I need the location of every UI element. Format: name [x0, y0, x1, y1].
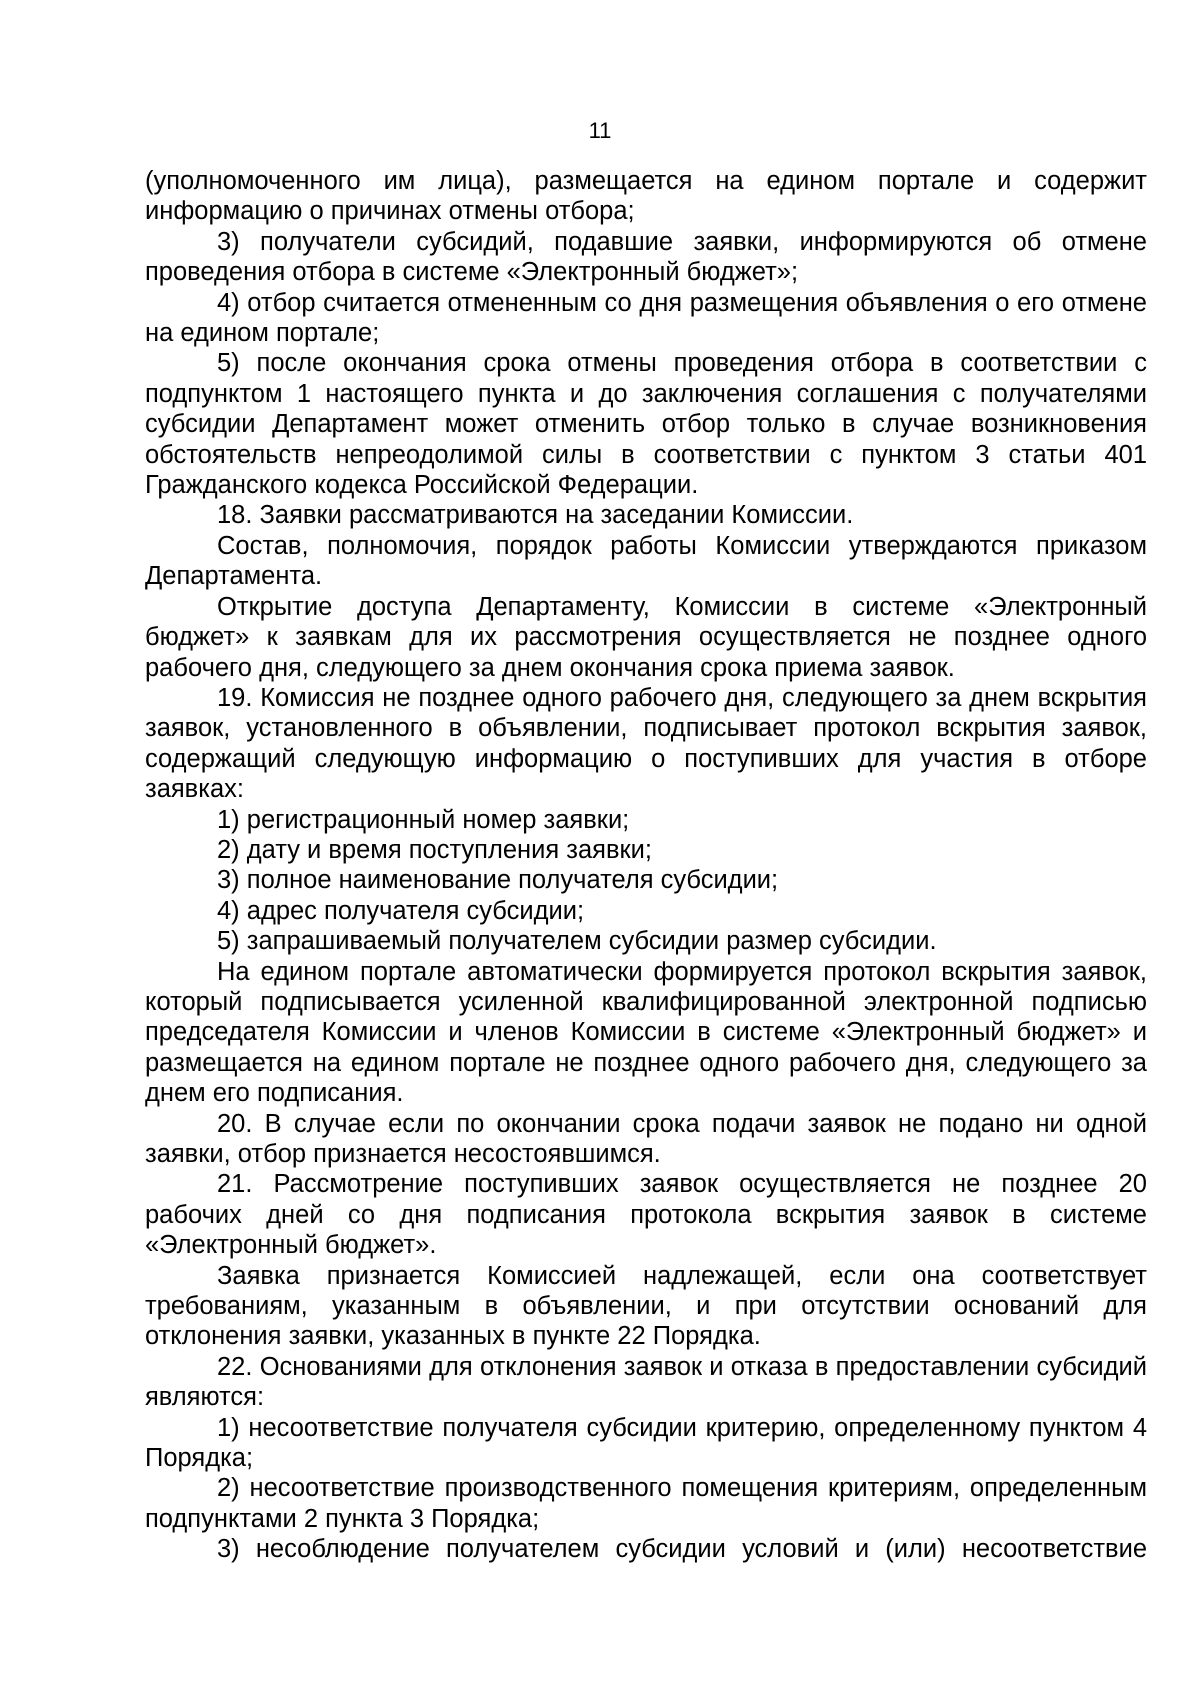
document-body — [145, 166, 1147, 1565]
list-item-date-time: 2) дату и время поступления заявки; — [217, 835, 652, 864]
paragraph-item-5-force-majeure: 5) после окончания срока отмены проведения отбора в соответствии с подпунктом 1 настоящего пункта и до заключения соглашения с получателями субсидии Департамент может отменить отбор только в случае возникновения обстоятельств непреодолимой силы в соответствии с пунктом 3 статьи 401 Гражданского кодекса Российской Федерации. — [145, 349, 1147, 500]
paragraph-18: 18. Заявки рассматриваются на заседании Комиссии. — [217, 501, 854, 530]
list-item-criterion-mismatch: 1) несоответствие получателя субсидии критерию, определенному пунктом 4 Порядка; — [145, 1413, 1147, 1473]
paragraph-protocol-signing: На едином портале автоматически формируется протокол вскрытия заявок, который подписывается усиленной квалифицированной электронной подписью председателя Комиссии и членов Комиссии в системе «Электронный бюджет» и размещается на едином портале не позднее одного рабочего дня, следующего за днем его подписания. — [145, 957, 1147, 1108]
paragraph-21: 21. Рассмотрение поступивших заявок осуществляется не позднее 20 рабочих дней со дня подписания протокола вскрытия заявок в системе «Электронный бюджет». — [145, 1170, 1147, 1260]
paragraph-22: 22. Основаниями для отклонения заявок и отказа в предоставлении субсидий являются: — [145, 1352, 1147, 1412]
paragraph-item-3-notify: 3) получатели субсидий, подавшие заявки, информируются об отмене проведения отбора в системе «Электронный бюджет»; — [145, 227, 1147, 287]
paragraph-item-4-cancelled: 4) отбор считается отмененным со дня размещения объявления о его отмене на едином портале; — [145, 288, 1147, 348]
paragraph-commission-composition: Состав, полномочия, порядок работы Комиссии утверждаются приказом Департамента. — [145, 531, 1147, 591]
list-item-full-name: 3) полное наименование получателя субсидии; — [217, 866, 779, 895]
paragraph-continuation: (уполномоченного им лица), размещается на едином портале и содержит информацию о причинах отмены отбора; — [145, 167, 1147, 226]
paragraph-20: 20. В случае если по окончании срока подачи заявок не подано ни одной заявки, отбор признается несостоявшимся. — [145, 1109, 1147, 1168]
paragraph-application-adequate: Заявка признается Комиссией надлежащей, если она соответствует требованиям, указанным в объявлении, и при отсутствии оснований для отклонения заявки, указанных в пункте 22 Порядка. — [145, 1261, 1147, 1351]
list-item-address: 4) адрес получателя субсидии; — [217, 896, 585, 925]
paragraph-19: 19. Комиссия не позднее одного рабочего дня, следующего за днем вскрытия заявок, установленного в объявлении, подписывает протокол вскрытия заявок, содержащий следующую информацию о поступивших для участия в отборе заявках: — [145, 683, 1147, 804]
list-item-registration-number: 1) регистрационный номер заявки; — [217, 805, 630, 834]
list-item-premises-mismatch: 2) несоответствие производственного помещения критериям, определенным подпунктами 2 пункта 3 Порядка; — [145, 1474, 1147, 1533]
list-item-requested-amount: 5) запрашиваемый получателем субсидии размер субсидии. — [217, 927, 937, 956]
list-item-conditions-noncompliance: 3) несоблюдение получателем субсидии условий и (или) несоответствие — [217, 1535, 1147, 1564]
page-number: 11 — [588, 118, 612, 143]
paragraph-access-opening: Открытие доступа Департаменту, Комиссии в системе «Электронный бюджет» к заявкам для их рассмотрения осуществляется не позднее одного рабочего дня, следующего за днем окончания срока приема заявок. — [145, 592, 1147, 682]
